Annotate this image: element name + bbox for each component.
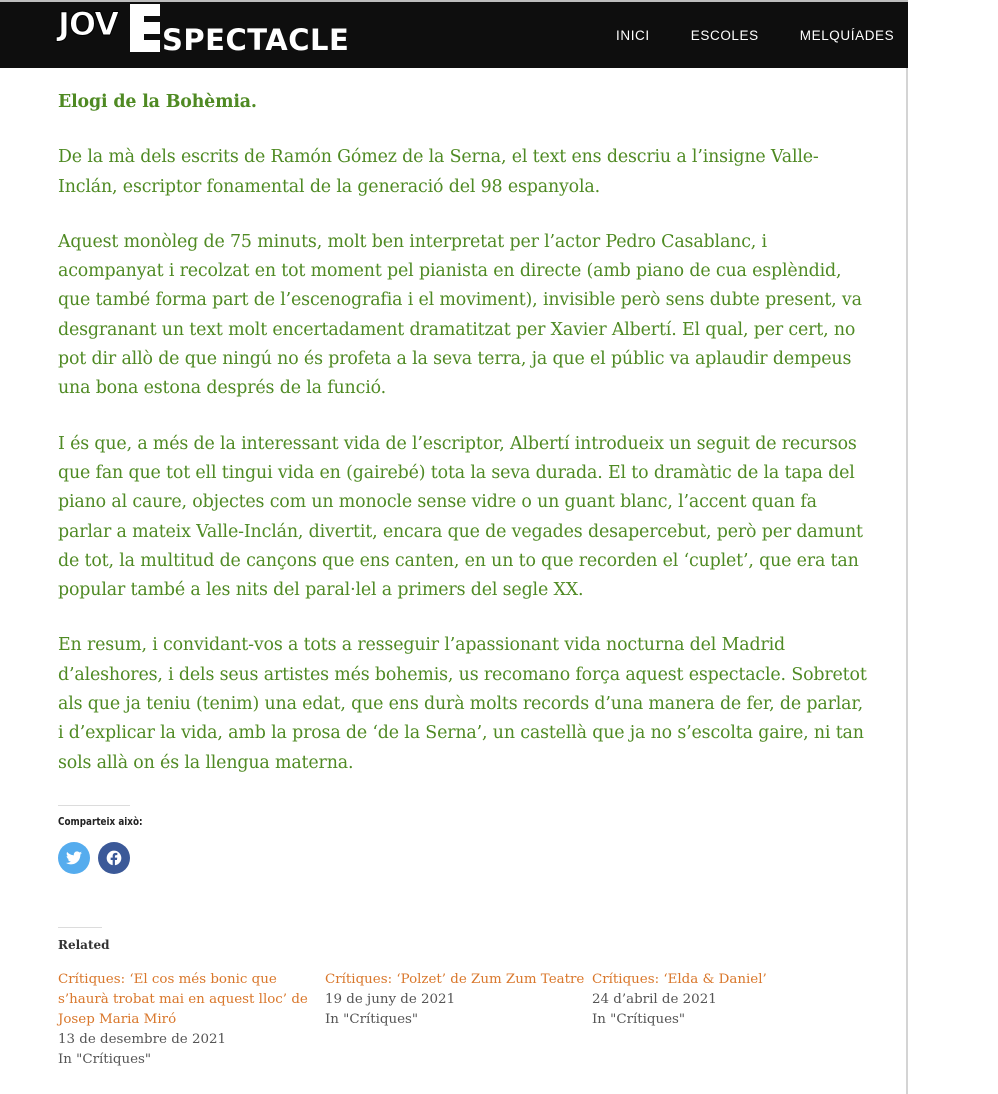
article-paragraph: Aquest monòleg de 75 minuts, molt ben interpretat per l’actor Pedro Casablanc, i acompanyat i recolzat en tot moment pel pianista en directe (amb piano de cua esplèndid, que també forma part de l’escenografia i el moviment), invisible però sens dubte present, va desgranant un text molt encertadament dramatitzat per Xavier Albertí. El qual, per cert, no pot dir allò de que ningú no és profeta a la seva terra, ja que el públic va aplaudir dempeus una bona estona després de la funció. <box>58 231 862 399</box>
article-heading: Elogi de la Bohèmia. <box>58 92 257 112</box>
share-section <box>58 805 159 874</box>
site-logo[interactable] <box>58 2 380 58</box>
article-paragraph: De la mà dels escrits de Ramón Gómez de la Serna, el text ens descriu a l’insigne Valle-Inclán, escriptor fonamental de la generació del 98 espanyola. <box>58 147 819 197</box>
nav-item-escoles[interactable]: ESCOLES <box>690 28 759 43</box>
share-title: Comparteix això: <box>58 816 143 828</box>
related-category: In "Crítiques" <box>58 1052 152 1067</box>
site-header <box>0 0 957 68</box>
related-posts <box>58 927 870 1070</box>
related-list <box>58 970 870 1070</box>
related-date: 24 d’abril de 2021 <box>592 992 717 1007</box>
related-item <box>592 970 859 1070</box>
related-link[interactable]: Crítiques: ‘El cos més bonic que s’haurà trobat mai en aquest lloc’ de Josep Maria Miró <box>58 972 308 1027</box>
nav-item-inici[interactable]: INICI <box>616 28 650 43</box>
article-paragraph: En resum, i convidant-vos a tots a resseguir l’apassionant vida nocturna del Madrid d’aleshores, i dels seus artistes més bohemis, us recomano força aquest espectacle. Sobretot als que ja teniu (tenim) una edat, que ens durà molts records d’una manera de fer, de parlar, i d’explicar la vida, amb la prosa de ‘de la Serna’, un castellà que ja no s’escolta gaire, ni tan sols allà on és la llengua materna. <box>58 635 867 773</box>
facebook-icon <box>106 850 122 866</box>
nav-item-more[interactable]: NO <box>935 28 957 43</box>
related-item <box>325 970 592 1070</box>
article-body <box>58 88 870 804</box>
twitter-icon <box>66 851 82 865</box>
share-divider <box>58 805 130 806</box>
share-buttons <box>58 842 159 874</box>
article-paragraph: I és que, a més de la interessant vida de l’escriptor, Albertí introdueix un seguit de recursos que fan que tot ell tingui vida en (gairebé) tota la seva durada. El to dramàtic de la tapa del piano al caure, objectes com un monocle sense vidre o un guant blanc, l’accent quan fa parlar a mateix Valle-Inclán, divertit, encara que de vegades desapercebut, però per damunt de tot, la multitud de cançons que ens canten, en un to que recorden el ‘cuplet’, que era tan popular també a les nits del paral·lel a primers del segle XX. <box>58 433 863 601</box>
related-date: 19 de juny de 2021 <box>325 992 456 1007</box>
related-item <box>58 970 325 1070</box>
related-category: In "Crítiques" <box>592 1012 686 1027</box>
related-category: In "Crítiques" <box>325 1012 419 1027</box>
related-link[interactable]: Crítiques: ‘Polzet’ de Zum Zum Teatre <box>325 972 585 987</box>
related-title: Related <box>58 938 110 952</box>
svg-text:JOV: JOV <box>58 5 119 43</box>
share-twitter-button[interactable] <box>58 842 90 874</box>
share-facebook-button[interactable] <box>98 842 130 874</box>
logo-graphic <box>58 2 380 58</box>
page-edge-divider <box>906 68 908 1094</box>
related-date: 13 de desembre de 2021 <box>58 1032 227 1047</box>
main-nav <box>616 28 998 43</box>
related-link[interactable]: Crítiques: ‘Elda & Daniel’ <box>592 972 767 987</box>
svg-text:SPECTACLE: SPECTACLE <box>162 23 350 57</box>
nav-item-melquiades[interactable]: MELQUÍADES <box>799 28 895 43</box>
related-divider <box>58 927 102 928</box>
